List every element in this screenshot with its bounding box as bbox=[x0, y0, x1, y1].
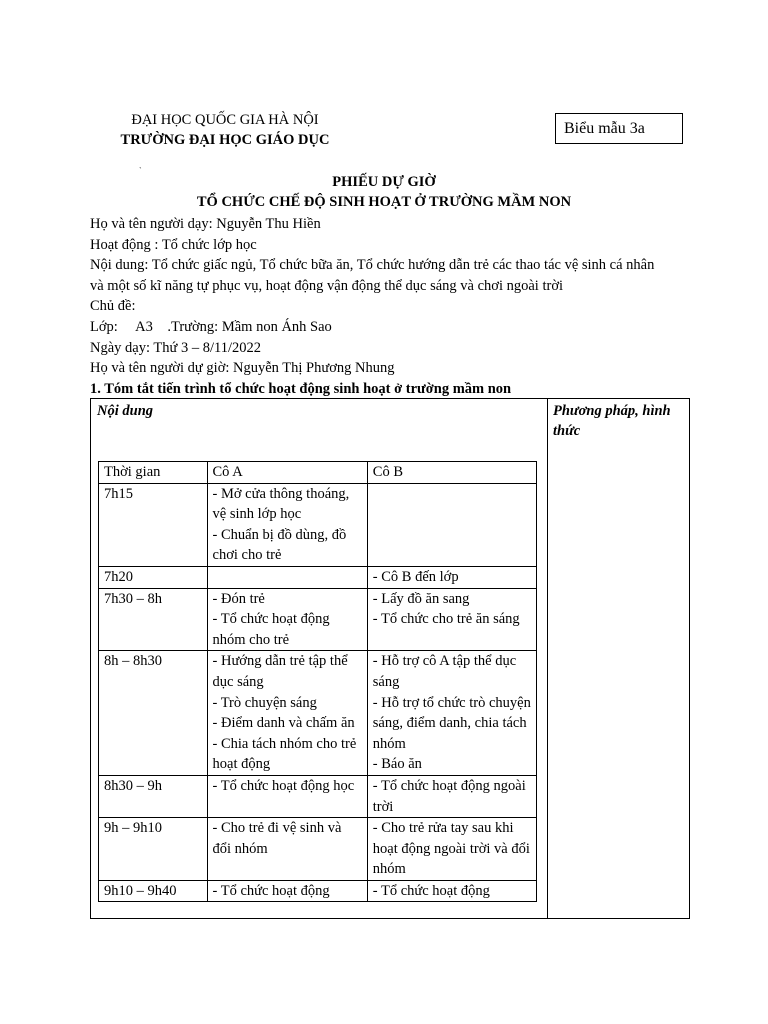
cell-line: - Tổ chức hoạt động bbox=[212, 882, 330, 899]
schedule-table bbox=[98, 461, 537, 902]
teacher-a-cell bbox=[207, 651, 367, 776]
table-row bbox=[99, 588, 537, 651]
time-cell: 9h – 9h10 bbox=[99, 818, 208, 881]
time-cell: 8h30 – 9h bbox=[99, 775, 208, 817]
stray-mark: ` bbox=[139, 166, 142, 175]
teacher-b-cell bbox=[367, 483, 536, 566]
cell-line: - Cho trẻ đi vệ sinh và đổi nhóm bbox=[212, 820, 342, 857]
cell-line: - Tổ chức cho trẻ ăn sáng bbox=[372, 611, 520, 628]
teacher-a-cell bbox=[207, 880, 367, 902]
cell-line: - Trò chuyện sáng bbox=[212, 694, 317, 711]
table-row bbox=[99, 651, 537, 776]
table-row bbox=[99, 818, 537, 881]
cell-line: - Hỗ trợ cô A tập thể dục sáng bbox=[372, 653, 517, 690]
teacher-a-cell bbox=[207, 566, 367, 588]
content-line-1: Nội dung: Tổ chức giấc ngủ, Tổ chức bữa ăn, Tổ chức hướng dẫn trẻ các thao tác vệ sinh cá nhân bbox=[90, 257, 655, 274]
table-row bbox=[99, 483, 537, 566]
university-header bbox=[100, 110, 350, 150]
cell-line: - Hướng dẫn trẻ tập thể dục sáng bbox=[212, 653, 348, 690]
teacher-b-cell bbox=[367, 880, 536, 902]
document-title: PHIẾU DỰ GIỜ bbox=[332, 174, 436, 190]
activity: Hoạt động : Tổ chức lớp học bbox=[90, 236, 257, 253]
teacher-b-cell bbox=[367, 818, 536, 881]
document-subtitle: TỔ CHỨC CHẾ ĐỘ SINH HOẠT Ở TRƯỜNG MẦM NON bbox=[196, 194, 572, 210]
cell-line: - Chuẩn bị đồ dùng, đồ chơi cho trẻ bbox=[212, 526, 347, 564]
teacher-a-cell bbox=[207, 775, 367, 817]
school-name: TRƯỜNG ĐẠI HỌC GIÁO DỤC bbox=[120, 132, 330, 148]
cell-line: - Hỗ trợ tổ chức trò chuyện sáng, điểm danh, chia tách nhóm bbox=[372, 694, 531, 752]
teacher-b-cell bbox=[367, 775, 536, 817]
cell-line: - Báo ăn bbox=[372, 756, 422, 773]
cell-line: - Đón trẻ bbox=[212, 590, 265, 607]
column-divider bbox=[547, 399, 548, 918]
header-teacher-b: Cô B bbox=[367, 462, 536, 484]
time-cell: 9h10 – 9h40 bbox=[99, 880, 208, 902]
time-cell: 8h – 8h30 bbox=[99, 651, 208, 776]
teacher-b-cell bbox=[367, 588, 536, 651]
cell-line: - Điểm danh và chấm ăn bbox=[212, 715, 355, 732]
cell-line: - Tổ chức hoạt động học bbox=[212, 777, 355, 794]
time-cell: 7h30 – 8h bbox=[99, 588, 208, 651]
time-cell: 7h20 bbox=[99, 566, 208, 588]
table-row bbox=[99, 880, 537, 902]
teacher-a-cell bbox=[207, 588, 367, 651]
header-time: Thời gian bbox=[99, 462, 208, 484]
section-heading: 1. Tóm tắt tiến trình tổ chức hoạt động sinh hoạt ở trường mầm non bbox=[90, 380, 512, 397]
content-column-header: Nội dung bbox=[97, 403, 154, 419]
teaching-date: Ngày dạy: Thứ 3 – 8/11/2022 bbox=[90, 339, 261, 356]
method-column-header: Phương pháp, hình thức bbox=[553, 403, 671, 439]
topic: Chủ đề: bbox=[90, 298, 136, 315]
teacher-a-cell bbox=[207, 483, 367, 566]
class-school: Lớp: A3 .Trường: Mầm non Ánh Sao bbox=[90, 318, 332, 335]
table-row bbox=[99, 566, 537, 588]
cell-line: - Tổ chức hoạt động bbox=[372, 882, 490, 899]
schedule-header-row bbox=[99, 462, 537, 484]
info-block bbox=[90, 214, 690, 399]
observation-table bbox=[90, 398, 690, 919]
teacher-b-cell bbox=[367, 651, 536, 776]
cell-line: - Tổ chức hoạt động nhóm cho trẻ bbox=[212, 611, 330, 648]
cell-line: - Lấy đồ ăn sang bbox=[372, 590, 470, 607]
form-label-box: Biểu mẫu 3a bbox=[555, 113, 683, 144]
time-cell: 7h15 bbox=[99, 483, 208, 566]
cell-line: - Chia tách nhóm cho trẻ hoạt động bbox=[212, 735, 357, 773]
table-row bbox=[99, 775, 537, 817]
content-line-2: và một số kĩ năng tự phục vụ, hoạt động vận động thể dục sáng và chơi ngoài trời bbox=[90, 277, 564, 294]
teacher-name: Họ và tên người dạy: Nguyễn Thu Hiền bbox=[90, 216, 321, 232]
cell-line: - Cô B đến lớp bbox=[372, 568, 459, 585]
header-teacher-a: Cô A bbox=[207, 462, 367, 484]
teacher-b-cell bbox=[367, 566, 536, 588]
cell-line: - Cho trẻ rửa tay sau khi hoạt động ngoài trời và đổi nhóm bbox=[372, 820, 530, 878]
cell-line: - Mở cửa thông thoáng, vệ sinh lớp học bbox=[212, 485, 350, 523]
observer-name: Họ và tên người dự giờ: Nguyễn Thị Phương Nhung bbox=[90, 360, 395, 377]
university-name: ĐẠI HỌC QUỐC GIA HÀ NỘI bbox=[131, 112, 319, 128]
teacher-a-cell bbox=[207, 818, 367, 881]
cell-line: - Tổ chức hoạt động ngoài trời bbox=[372, 777, 526, 815]
